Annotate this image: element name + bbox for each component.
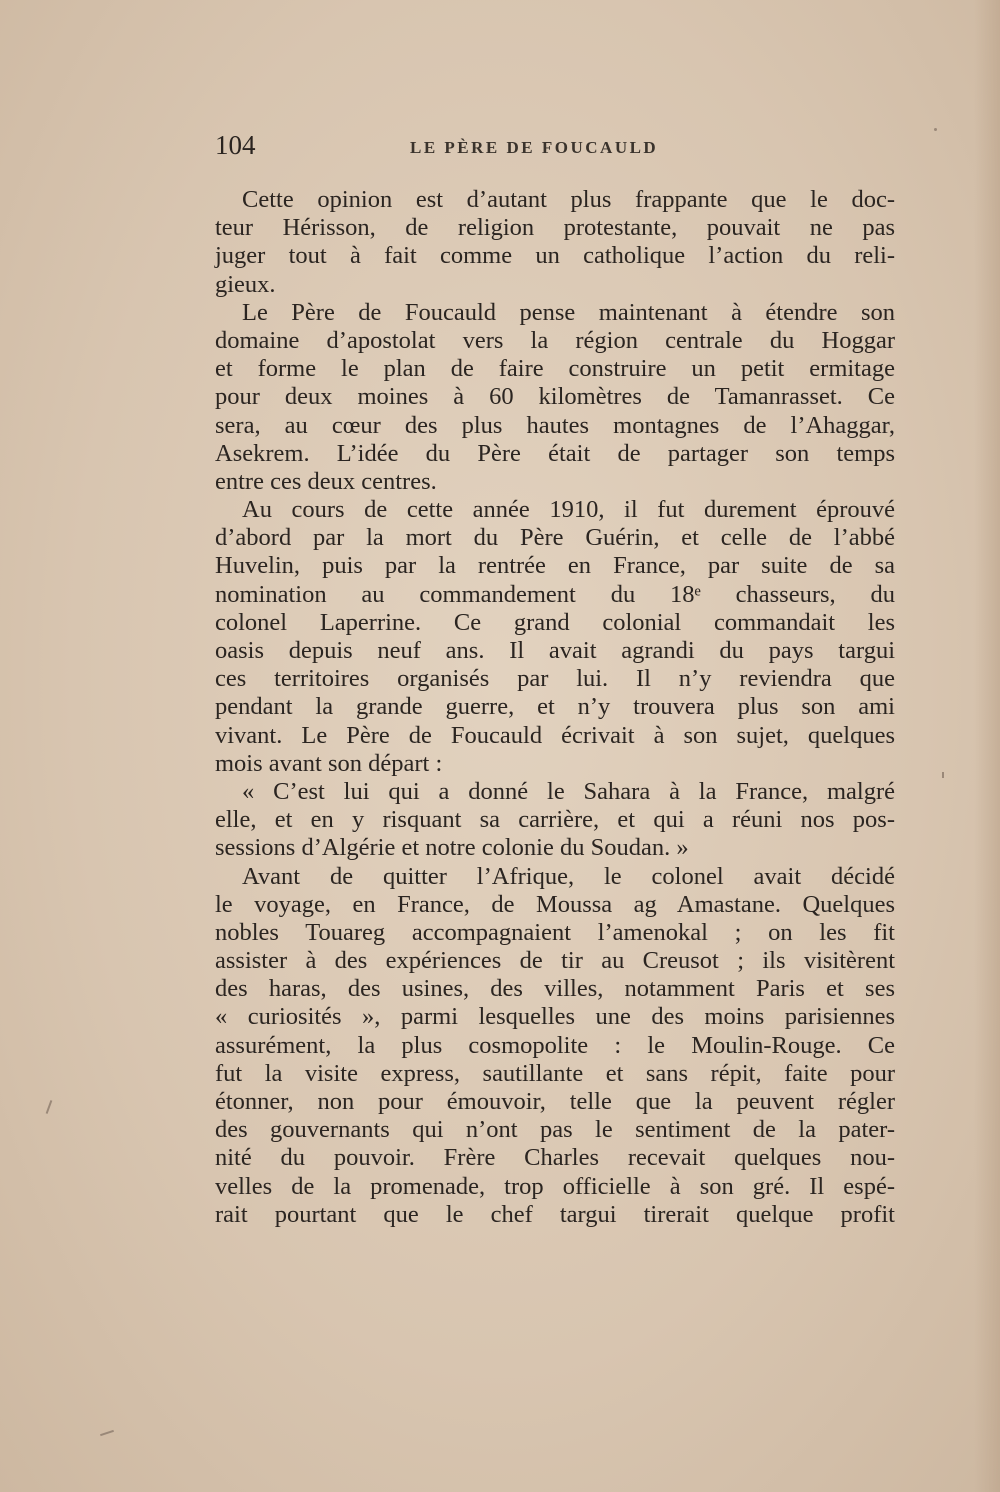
text-line: ces territoires organisés par lui. Il n’y reviendra que [215, 665, 895, 693]
text-line: nité du pouvoir. Frère Charles recevait quelques nou- [215, 1144, 895, 1172]
text-line: vivant. Le Père de Foucauld écrivait à son sujet, quelques [215, 721, 895, 749]
page-speck [100, 1430, 114, 1436]
text-line: entre ces deux centres. [215, 467, 437, 495]
text-line: velles de la promenade, trop officielle à son gré. Il espé- [215, 1172, 895, 1200]
text-line: colonel Laperrine. Ce grand colonial commandait les [215, 608, 895, 636]
text-line: pendant la grande guerre, et n’y trouvera plus son ami [215, 693, 895, 721]
text-line: « C’est lui qui a donné le Sahara à la France, malgré [242, 777, 895, 805]
text-line: Huvelin, puis par la rentrée en France, par suite de sa [215, 552, 895, 580]
running-title: LE PÈRE DE FOUCAULD [410, 138, 659, 157]
text-line: juger tout à fait comme un catholique l’action du reli- [215, 242, 895, 270]
text-line: pour deux moines à 60 kilomètres de Tamanrasset. Ce [215, 383, 895, 411]
page-speck [934, 128, 937, 131]
text-line: Cette opinion est d’autant plus frappante que le doc- [242, 186, 895, 213]
text-line: des haras, des usines, des villes, notamment Paris et ses [215, 975, 895, 1003]
page-speck [942, 772, 944, 778]
page-edge-shadow [974, 0, 1000, 1492]
text-line: assister à des expériences de tir au Creusot ; ils visitèrent [215, 947, 895, 975]
text-line: étonner, non pour émouvoir, telle que la peuvent régler [215, 1088, 895, 1115]
page-speck [46, 1100, 53, 1114]
text-line: le voyage, en France, de Moussa ag Amastane. Quelques [215, 890, 895, 918]
text-line: « curiosités », parmi lesquelles une des moins parisiennes [215, 1003, 895, 1031]
text-line: oasis depuis neuf ans. Il avait agrandi du pays targui [215, 637, 895, 664]
page-number: 104 [215, 130, 256, 160]
text-line: nobles Touareg accompagnaient l’amenokal ; on les fit [215, 918, 895, 946]
text-line: teur Hérisson, de religion protestante, pouvait ne pas [215, 214, 895, 242]
text-line: elle, et en y risquant sa carrière, et qui a réuni nos pos- [215, 806, 895, 834]
text-line: Asekrem. L’idée du Père était de partager son temps [215, 439, 895, 467]
text-line: rait pourtant que le chef targui tirerait quelque profit [215, 1200, 895, 1228]
text-line: domaine d’apostolat vers la région centrale du Hoggar [215, 326, 895, 354]
text-line: d’abord par la mort du Père Guérin, et celle de l’abbé [215, 524, 895, 552]
text-line: Avant de quitter l’Afrique, le colonel avait décidé [242, 862, 895, 890]
text-line: Le Père de Foucauld pense maintenant à étendre son [242, 298, 895, 326]
text-line: et forme le plan de faire construire un petit ermitage [215, 355, 895, 383]
text-line: sera, au cœur des plus hautes montagnes de l’Ahaggar, [215, 411, 895, 439]
text-line: gieux. [215, 270, 276, 298]
text-line: sessions d’Algérie et notre colonie du Soudan. » [215, 834, 689, 862]
text-line: assurément, la plus cosmopolite : le Moulin-Rouge. Ce [215, 1031, 895, 1059]
text-line: Au cours de cette année 1910, il fut durement éprouvé [242, 496, 895, 524]
text-line: fut la visite express, sautillante et sans répit, faite pour [215, 1059, 895, 1087]
text-line: nomination au commandement du 18ᵉ chasseurs, du [215, 580, 895, 608]
text-line: des gouvernants qui n’ont pas le sentiment de la pater- [215, 1116, 895, 1144]
text-line: mois avant son départ : [215, 749, 443, 777]
body-text [215, 186, 895, 1229]
running-head [215, 130, 895, 164]
